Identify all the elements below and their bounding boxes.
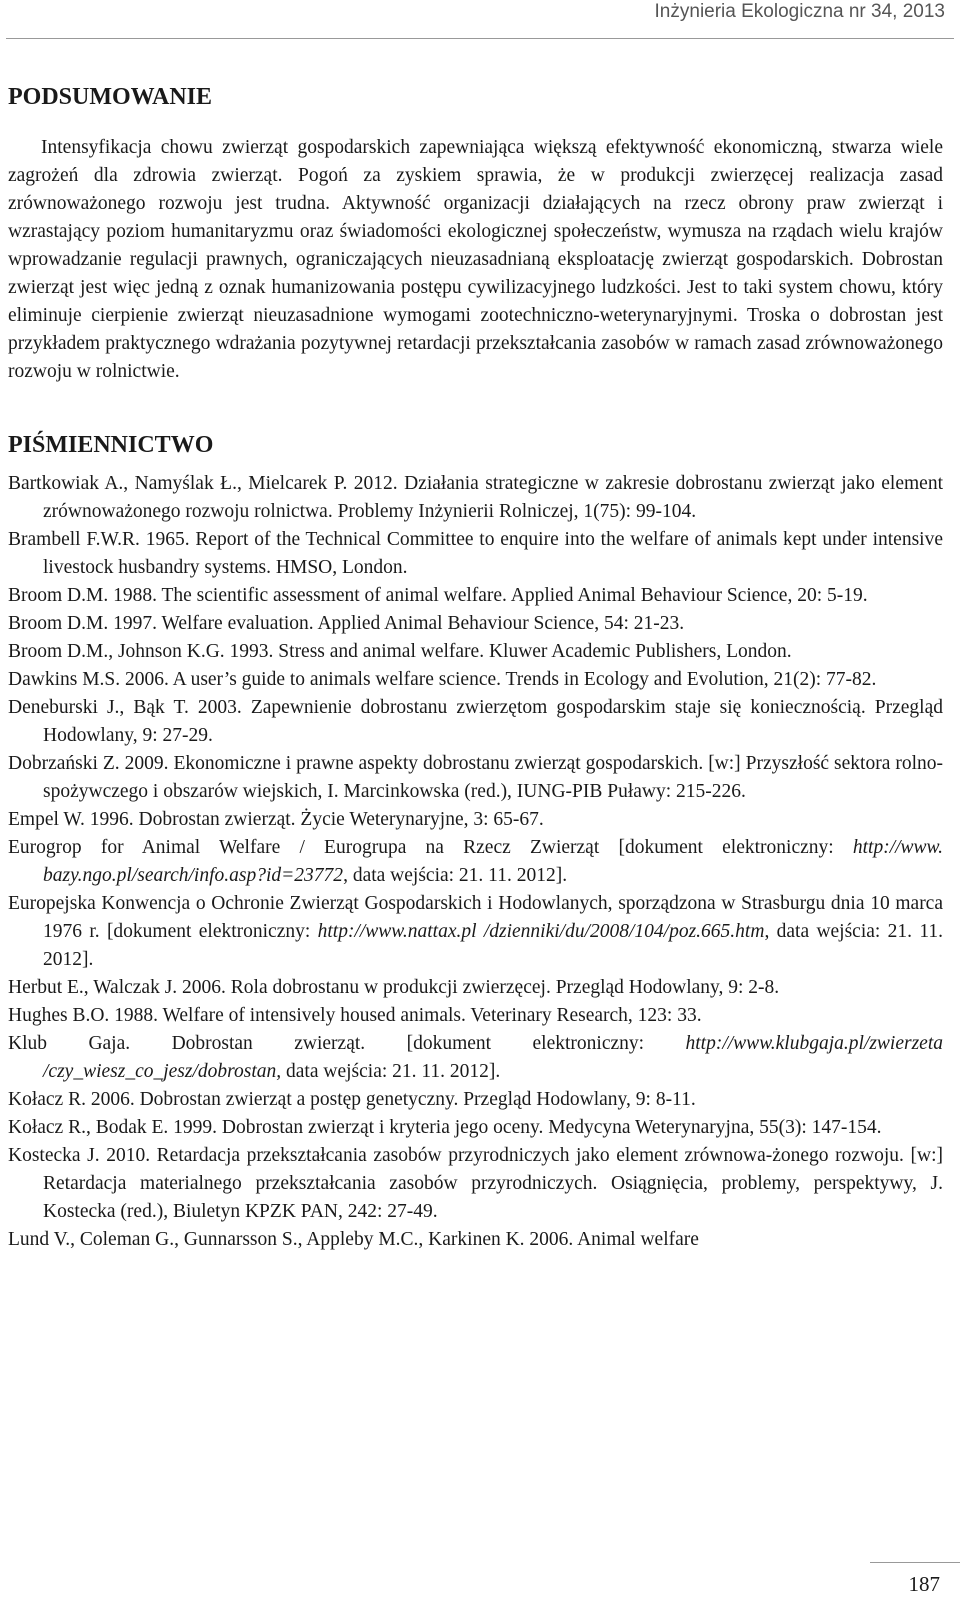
reference-item <box>8 834 943 890</box>
footer-rule <box>870 1562 960 1563</box>
reference-item: Broom D.M. 1997. Welfare evaluation. Applied Animal Behaviour Science, 54: 21-23. <box>8 613 685 634</box>
reference-item: Broom D.M., Johnson K.G. 1993. Stress and animal welfare. Kluwer Academic Publishers, London. <box>8 641 792 662</box>
reference-text: Eurogrop for Animal Welfare / Eurogrupa na Rzecz Zwierząt [dokument elektroniczny: <box>8 837 853 858</box>
reference-item: Dobrzański Z. 2009. Ekonomiczne i prawne aspekty dobrostanu zwierząt gospodarskich. [w:] Przyszłość sektora rolno-spożywczego i obszarów wiejskich, I. Marcinkowska (red.), IUNG-PIB Puławy: 215-226. <box>8 753 943 802</box>
reference-item <box>8 890 943 974</box>
reference-item: Kołacz R., Bodak E. 1999. Dobrostan zwierząt i kryteria jego oceny. Medycyna Weterynaryjna, 55(3): 147-154. <box>8 1117 882 1138</box>
reference-text: data wejścia: 21. 11. 2012]. <box>281 1061 501 1082</box>
reference-text: , data wejścia: 21. 11. 2012]. <box>343 865 568 886</box>
reference-url: http://www. bazy.ngo.pl/search/info.asp?id=23772 <box>43 837 943 886</box>
reference-item: Hughes B.O. 1988. Welfare of intensively housed animals. Veterinary Research, 123: 33. <box>8 1005 702 1026</box>
running-header: Inżynieria Ekologiczna nr 34, 2013 <box>654 1 945 22</box>
reference-item: Deneburski J., Bąk T. 2003. Zapewnienie dobrostanu zwierzętom gospodarskim staje się koniecznością. Przegląd Hodowlany, 9: 27-29. <box>8 697 943 746</box>
reference-item: Kostecka J. 2010. Retardacja przekształcania zasobów przyrodniczych jako element zrównowa-żonego rozwoju. [w:] Retardacja materialnego przekształcania zasobów przyrodniczych. Osiągnięcia, problemy, perspektywy, J. Kostecka (red.), Biuletyn KPZK PAN, 242: 27-49. <box>8 1145 943 1222</box>
reference-text: Europejska Konwencja o Ochronie Zwierząt Gospodarskich i Hodowlanych, sporządzona w Strasburgu dnia 10 marca 1976 r. [dokument elektroniczny: <box>8 893 943 942</box>
page-number: 187 <box>908 1572 940 1596</box>
reference-item: Lund V., Coleman G., Gunnarsson S., Appleby M.C., Karkinen K. 2006. Animal welfare <box>8 1229 699 1250</box>
reference-item: Kołacz R. 2006. Dobrostan zwierząt a postęp genetyczny. Przegląd Hodowlany, 9: 8-11. <box>8 1089 696 1110</box>
reference-text: Klub Gaja. Dobrostan zwierząt. [dokument elektroniczny: <box>8 1033 686 1054</box>
header-rule <box>6 38 954 39</box>
reference-item: Dawkins M.S. 2006. A user’s guide to animals welfare science. Trends in Ecology and Evolution, 21(2): 77-82. <box>8 669 877 690</box>
reference-item <box>8 1030 943 1086</box>
reference-url: http://www.klubgaja.pl/zwierzeta /czy_wiesz_co_jesz/dobrostan, <box>43 1033 943 1082</box>
reference-item: Brambell F.W.R. 1965. Report of the Technical Committee to enquire into the welfare of animals kept under intensive livestock husbandry systems. HMSO, London. <box>8 529 943 578</box>
summary-heading: PODSUMOWANIE <box>8 84 213 110</box>
reference-item: Empel W. 1996. Dobrostan zwierząt. Życie Weterynaryjne, 3: 65-67. <box>8 809 544 830</box>
references-heading: PIŚMIENNICTWO <box>8 432 214 458</box>
content <box>8 80 943 1254</box>
reference-item: Herbut E., Walczak J. 2006. Rola dobrostanu w produkcji zwierzęcej. Przegląd Hodowlany, 9: 2-8. <box>8 977 780 998</box>
reference-text: , data wejścia: 21. 11. 2012]. <box>43 921 944 970</box>
summary-paragraph: Intensyfikacja chowu zwierząt gospodarskich zapewniająca większą efektywność ekonomiczną, stwarza wiele zagrożeń dla zdrowia zwierząt. Pogoń za zyskiem sprawia, że w produkcji zwierzęcej realizacja zasad zrównoważonego rozwoju jest trudna. Aktywność organizacji działających na rzecz obrony praw zwierząt i wzrastający poziom humanitaryzmu oraz świadomości ekologicznej społeczeństw, wymusza na rządach wielu krajów wprowadzanie regulacji prawnych, ograniczających nieuzasadnianą eksploatację zwierząt gospodarskich. Dobrostan zwierząt jest więc jedną z oznak humanizowania postępu cywilizacyjnego ludzkości. Jest to taki system chowu, który eliminuje cierpienie zwierząt nieuzasadnione wymogami zootechniczno-weterynaryjnymi. Troska o dobrostan jest przykładem praktycznego wdrażania pozytywnej retardacji przekształcania zasobów w ramach zasad zrównoważonego rozwoju w rolnictwie. <box>8 137 943 382</box>
reference-list <box>8 470 943 1254</box>
reference-item: Broom D.M. 1988. The scientific assessment of animal welfare. Applied Animal Behaviour Science, 20: 5-19. <box>8 585 868 606</box>
reference-item: Bartkowiak A., Namyślak Ł., Mielcarek P. 2012. Działania strategiczne w zakresie dobrostanu zwierząt jako element zrównoważonego rozwoju rolnictwa. Problemy Inżynierii Rolniczej, 1(75): 99-104. <box>8 473 943 522</box>
reference-url: http://www.nattax.pl /dzienniki/du/2008/104/poz.665.htm <box>317 921 765 942</box>
